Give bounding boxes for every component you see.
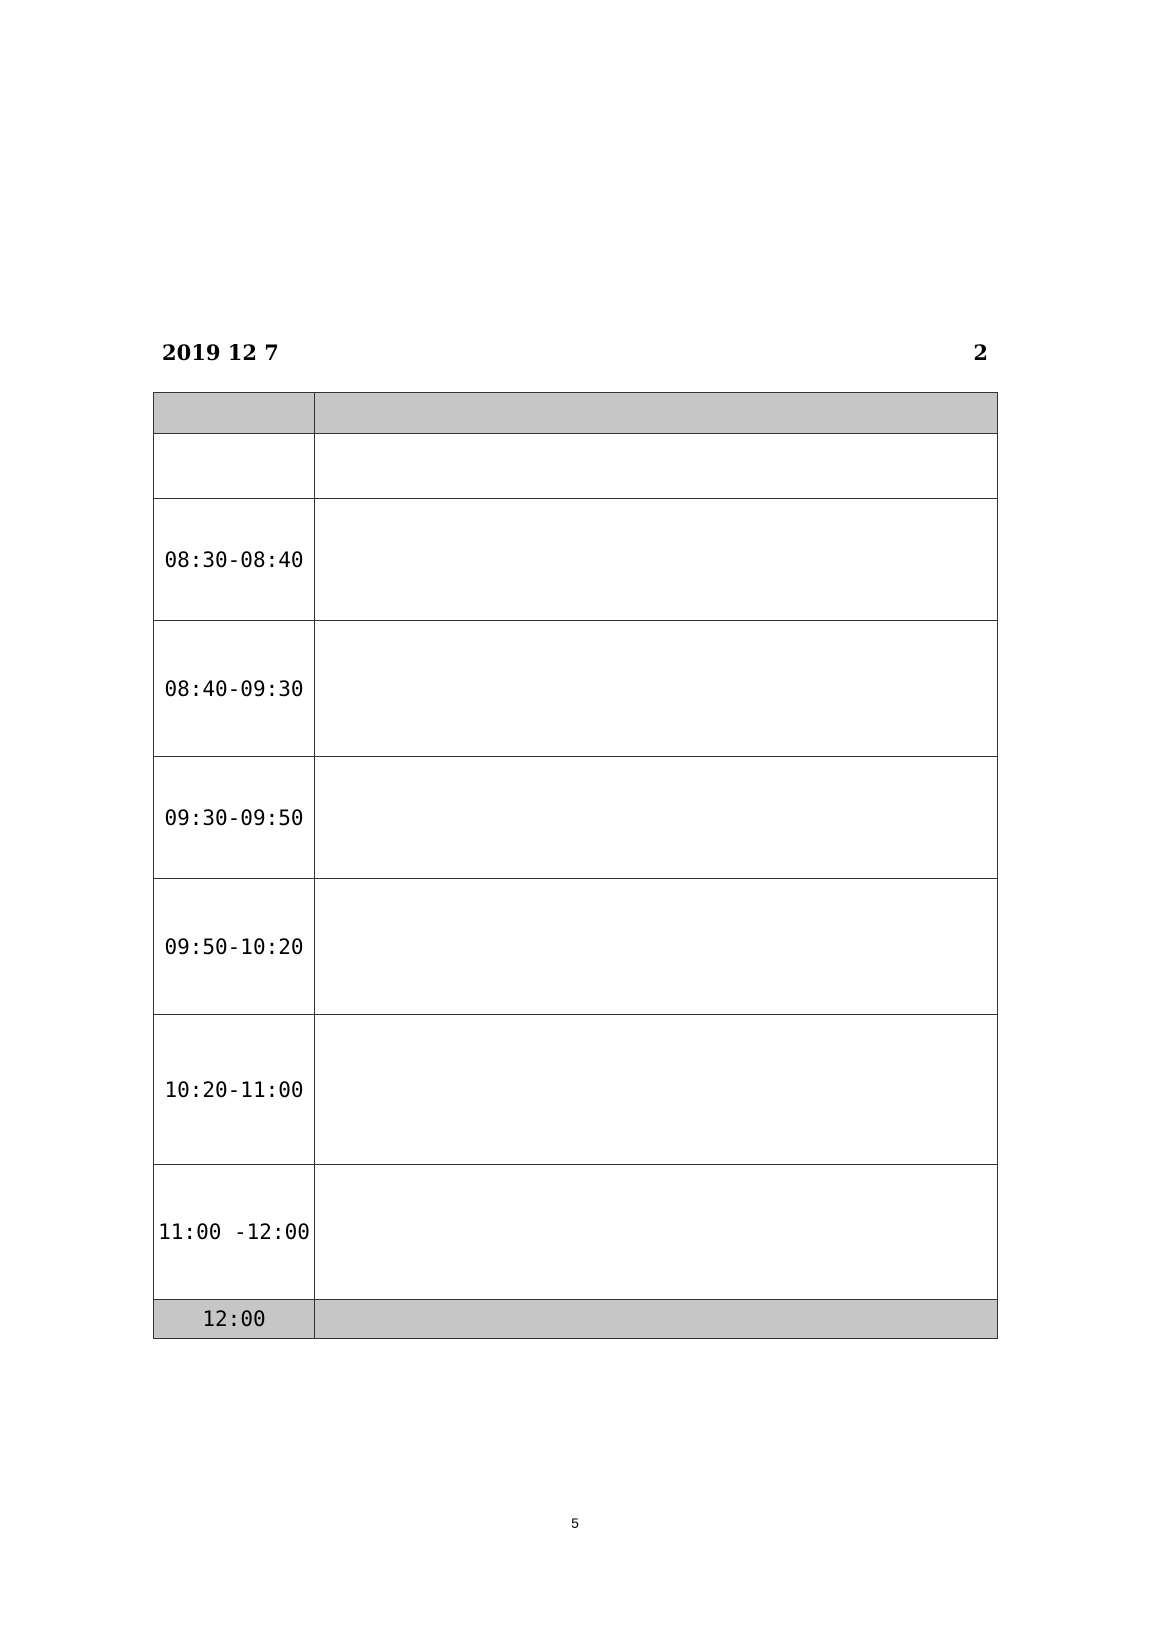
table-row	[154, 757, 998, 879]
table-row	[154, 499, 998, 621]
table-row	[154, 1015, 998, 1165]
host-label	[154, 434, 315, 499]
meeting-time: 2019 12 7	[162, 340, 279, 365]
row-time: 08:30-08:40	[154, 499, 315, 621]
lunch-label	[315, 1300, 998, 1339]
agenda-table	[153, 392, 998, 1339]
row-time: 10:20-11:00	[154, 1015, 315, 1165]
row-time: 09:30-09:50	[154, 757, 315, 879]
lunch-row	[154, 1300, 998, 1339]
header-time	[154, 393, 315, 434]
table-row	[154, 621, 998, 757]
header-agenda	[315, 393, 998, 434]
meeting-place: 2	[973, 340, 988, 365]
lunch-time: 12:00	[154, 1300, 315, 1339]
page-number: 5	[571, 1515, 579, 1531]
table-row	[154, 879, 998, 1015]
row-time: 11:00 -12:00	[154, 1165, 315, 1300]
row-time: 08:40-09:30	[154, 621, 315, 757]
table-row	[154, 1165, 998, 1300]
table-header	[154, 393, 998, 434]
host-row	[154, 434, 998, 499]
row-time: 09:50-10:20	[154, 879, 315, 1015]
